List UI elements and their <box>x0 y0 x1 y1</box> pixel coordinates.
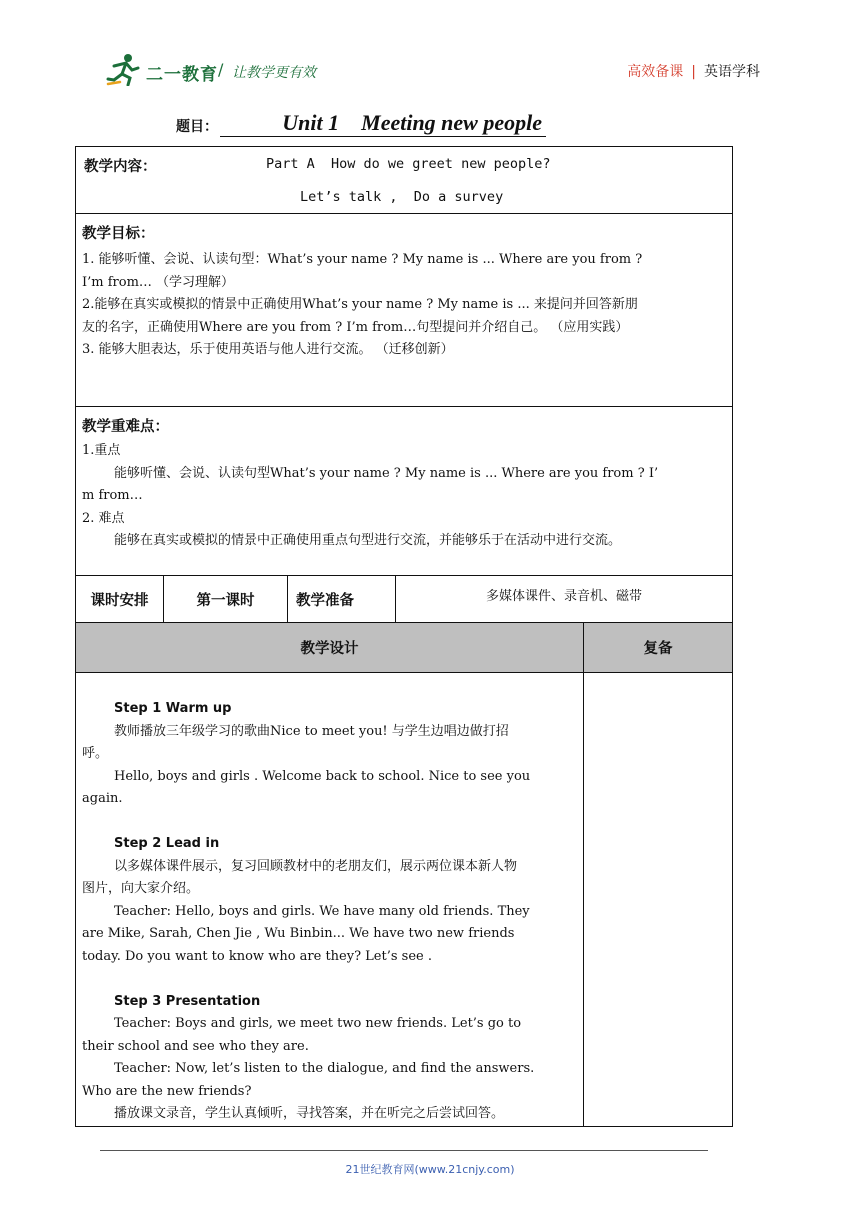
step-line: 以多媒体课件展示，复习回顾教材中的老朋友们，展示两位课本新人物 <box>114 858 518 874</box>
runner-logo-icon <box>106 52 140 86</box>
key-points-row <box>76 407 733 576</box>
step-line: 图片，向大家介绍。 <box>82 881 200 896</box>
objective-line: 2.能够在真实或模拟的情景中正确使用What’s your name ? My name is ... 来提问并回答新朋 <box>82 297 638 312</box>
title-label: 题目： <box>176 119 218 135</box>
key-text-cont: m from… <box>82 488 143 503</box>
step-2 <box>82 833 577 968</box>
lesson-plan-table <box>75 146 733 1127</box>
content-row <box>76 147 733 214</box>
step-title: Step 3 Presentation <box>114 993 261 1009</box>
logo-slash: / <box>218 60 224 79</box>
prep-value: 多媒体课件、录音机、磁带 <box>486 589 643 604</box>
step-title: Step 1 Warm up <box>114 701 232 716</box>
step-line: their school and see who they are. <box>82 1038 309 1054</box>
key-label: 1.重点 <box>82 443 121 458</box>
step-title: Step 2 Lead in <box>114 836 220 851</box>
objective-line: 友的名字，正确使用Where are you from ? I’m from…句型提问并介绍自己。 （应用实践） <box>82 319 629 335</box>
period-value: 第一课时 <box>196 592 255 609</box>
title-row <box>176 110 736 140</box>
difficulty-label: 2. 难点 <box>82 510 125 526</box>
key-text: 能够听懂、会说、认读句型What’s your name ? My name is ... Where are you from ? I’ <box>114 465 659 481</box>
header-separator: | <box>691 64 696 80</box>
step-line: again. <box>82 791 123 806</box>
header-course: 高效备课 <box>627 64 684 80</box>
header-right <box>627 61 760 81</box>
objectives-row <box>76 214 733 407</box>
step-line: Who are the new friends? <box>82 1083 252 1099</box>
header-subject: 英语学科 <box>704 64 760 80</box>
page-header <box>0 0 860 100</box>
content-line-2: Let’s talk , Do a survey <box>300 189 504 205</box>
design-body-row <box>76 673 733 1127</box>
step-line: 呼。 <box>82 746 109 761</box>
content-line-1: Part A How do we greet new people? <box>266 156 551 172</box>
key-points-label: 教学重难点： <box>82 419 169 435</box>
design-header-row <box>76 623 733 673</box>
step-line: 教师播放三年级学习的歌曲Nice to meet you! 与学生边唱边做打招 <box>114 723 509 739</box>
step-line: today. Do you want to know who are they? Let’s see . <box>82 948 432 964</box>
objective-line: I’m from… （学习理解） <box>82 274 235 290</box>
review-header: 复备 <box>643 641 673 657</box>
schedule-row <box>76 576 733 623</box>
step-line: Teacher: Now, let’s listen to the dialogue, and find the answers. <box>114 1061 535 1076</box>
step-line: 播放课文录音，学生认真倾听，寻找答案，并在听完之后尝试回答。 <box>114 1106 505 1121</box>
period-label: 课时安排 <box>90 592 149 609</box>
step-3 <box>82 991 577 1126</box>
step-line: Teacher: Boys and girls, we meet two new friends. Let’s go to <box>114 1016 522 1031</box>
review-cell <box>584 673 733 1127</box>
objective-line: 1. 能够听懂、会说、认读句型：What’s your name ? My name is ... Where are you from ? <box>82 252 643 267</box>
slogan: 让教学更有效 <box>232 65 316 81</box>
content-label: 教学内容： <box>84 159 157 175</box>
step-line: Teacher: Hello, boys and girls. We have many old friends. They <box>114 903 530 919</box>
footer-divider <box>100 1150 708 1151</box>
footer-text: 21世纪教育网(www.21cnjy.com) <box>345 1163 515 1176</box>
difficulty-text: 能够在真实或模拟的情景中正确使用重点句型进行交流，并能够乐于在活动中进行交流。 <box>114 533 622 548</box>
logo-text: 二一教育 <box>146 65 218 85</box>
step-line: Hello, boys and girls . Welcome back to school. Nice to see you <box>114 768 531 784</box>
step-1 <box>82 698 577 811</box>
page-title: Unit 1 Meeting new people <box>220 110 546 137</box>
step-line: are Mike, Sarah, Chen Jie , Wu Binbin... We have two new friends <box>82 926 515 941</box>
prep-label: 教学准备 <box>296 592 354 609</box>
objective-line: 3. 能够大胆表达，乐于使用英语与他人进行交流。 （迁移创新） <box>82 342 454 357</box>
objectives-label: 教学目标： <box>82 226 155 242</box>
design-header: 教学设计 <box>300 641 359 657</box>
